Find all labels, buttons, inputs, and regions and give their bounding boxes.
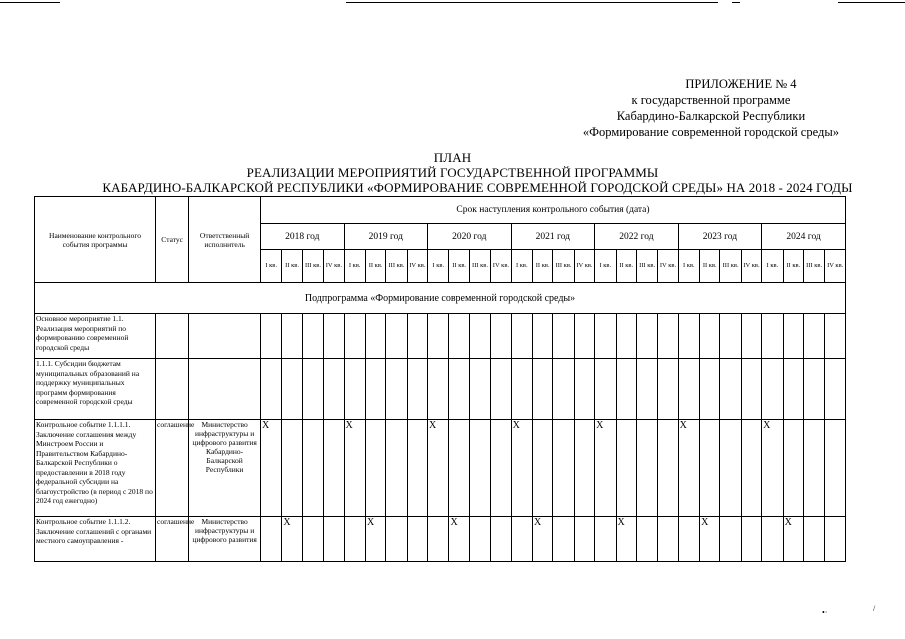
quarter-cell — [491, 517, 511, 562]
quarter-cell — [469, 314, 490, 359]
quarter-cell — [574, 517, 594, 562]
quarter-cell — [302, 420, 323, 517]
quarter-cell — [783, 420, 803, 517]
quarter-cell — [720, 517, 741, 562]
scan-line-center — [346, 2, 718, 3]
title-line: РЕАЛИЗАЦИИ МЕРОПРИЯТИЙ ГОСУДАРСТВЕННОЙ ПРОГРАММЫ — [246, 165, 659, 180]
quarter-cell — [428, 359, 449, 420]
quarter-header: I кв. — [260, 250, 281, 283]
quarter-cell — [407, 314, 427, 359]
quarter-cell — [700, 314, 720, 359]
quarter-cell — [574, 314, 594, 359]
year-header: 2021 год — [511, 224, 595, 250]
quarter-cell — [344, 359, 365, 420]
deadline-mark: X — [762, 420, 783, 517]
appendix-header — [583, 76, 839, 140]
quarter-cell — [803, 420, 824, 517]
quarter-cell — [511, 314, 532, 359]
quarter-cell — [407, 517, 427, 562]
year-header: 2020 год — [428, 224, 512, 250]
event-status: соглашение — [156, 420, 189, 517]
quarter-cell — [449, 359, 469, 420]
event-status — [156, 359, 189, 420]
quarter-cell — [386, 314, 407, 359]
deadline-mark: X — [595, 420, 616, 517]
quarter-header: III кв. — [386, 250, 407, 283]
quarter-cell — [636, 314, 657, 359]
year-header: 2024 год — [762, 224, 846, 250]
quarter-cell — [803, 314, 824, 359]
quarter-cell — [720, 314, 741, 359]
quarter-cell — [762, 517, 783, 562]
quarter-cell — [616, 359, 636, 420]
quarter-cell — [783, 314, 803, 359]
quarter-cell — [658, 359, 678, 420]
quarter-header: III кв. — [553, 250, 574, 283]
quarter-header: I кв. — [428, 250, 449, 283]
quarter-cell — [825, 314, 846, 359]
quarter-cell — [428, 517, 449, 562]
quarter-header: II кв. — [365, 250, 385, 283]
deadline-mark: X — [344, 420, 365, 517]
quarter-cell — [491, 359, 511, 420]
deadline-mark: X — [428, 420, 449, 517]
event-status: соглашение — [156, 517, 189, 562]
deadline-mark: X — [783, 517, 803, 562]
quarter-cell — [260, 517, 281, 562]
quarter-header: IV кв. — [741, 250, 761, 283]
quarter-cell — [720, 420, 741, 517]
quarter-header: I кв. — [678, 250, 699, 283]
event-responsible: Министерство инфраструктуры и цифрового развития — [189, 517, 261, 562]
deadline-mark: X — [282, 517, 302, 562]
quarter-cell — [469, 359, 490, 420]
quarter-cell — [449, 420, 469, 517]
quarter-header: III кв. — [302, 250, 323, 283]
quarter-cell — [574, 420, 594, 517]
deadline-mark: X — [260, 420, 281, 517]
quarter-header: III кв. — [720, 250, 741, 283]
quarter-cell — [825, 359, 846, 420]
deadline-mark: X — [700, 517, 720, 562]
quarter-cell — [386, 517, 407, 562]
quarter-cell — [260, 359, 281, 420]
appendix-line: «Формирование современной городской среды» — [582, 125, 839, 139]
deadline-mark: X — [365, 517, 385, 562]
quarter-header: II кв. — [783, 250, 803, 283]
quarter-cell — [553, 359, 574, 420]
quarter-cell — [386, 359, 407, 420]
quarter-header: III кв. — [803, 250, 824, 283]
quarter-cell — [741, 314, 761, 359]
document-title — [0, 150, 905, 195]
quarter-cell — [741, 359, 761, 420]
quarter-cell — [324, 420, 344, 517]
appendix-line: к государственной программе — [631, 93, 791, 107]
event-name: Контрольное событие 1.1.1.2. Заключение соглашений с органами местного самоуправления - — [35, 517, 156, 562]
event-name: Основное мероприятие 1.1. Реализация мероприятий по формированию современной городской среды — [35, 314, 156, 359]
appendix-number: ПРИЛОЖЕНИЕ № 4 — [685, 77, 797, 91]
deadline-mark: X — [511, 420, 532, 517]
column-header-responsible: Ответственный исполнитель — [189, 197, 261, 283]
quarter-cell — [574, 359, 594, 420]
quarter-cell — [511, 359, 532, 420]
table-row — [35, 314, 846, 359]
quarter-cell — [282, 314, 302, 359]
quarter-cell — [365, 420, 385, 517]
quarter-cell — [491, 420, 511, 517]
event-responsible: Министерство инфраструктуры и цифрового развития Кабардино-Балкарской Республики — [189, 420, 261, 517]
quarter-cell — [678, 517, 699, 562]
quarter-cell — [469, 517, 490, 562]
quarter-cell — [783, 359, 803, 420]
appendix-line: Кабардино-Балкарской Республики — [616, 109, 806, 123]
year-header: 2018 год — [260, 224, 344, 250]
title-line: КАБАРДИНО-БАЛКАРСКОЙ РЕСПУБЛИКИ «ФОРМИРОВАНИЕ СОВРЕМЕННОЙ ГОРОДСКОЙ СРЕДЫ» НА 2018 - 2024 ГОДЫ — [102, 180, 853, 195]
quarter-cell — [428, 314, 449, 359]
subprogram-row — [35, 283, 846, 314]
table-row — [35, 359, 846, 420]
scan-line-mark — [732, 2, 740, 3]
quarter-cell — [616, 314, 636, 359]
quarter-cell — [282, 359, 302, 420]
quarter-header: IV кв. — [825, 250, 846, 283]
subprogram-title: Подпрограмма «Формирование современной городской среды» — [35, 283, 846, 314]
quarter-cell — [678, 359, 699, 420]
quarter-cell — [595, 314, 616, 359]
quarter-cell — [803, 517, 824, 562]
quarter-header: I кв. — [595, 250, 616, 283]
column-header-deadline: Срок наступления контрольного события (дата) — [260, 197, 845, 224]
quarter-cell — [365, 314, 385, 359]
quarter-header: III кв. — [469, 250, 490, 283]
deadline-mark: X — [678, 420, 699, 517]
quarter-cell — [616, 420, 636, 517]
quarter-cell — [511, 517, 532, 562]
deadline-mark: X — [449, 517, 469, 562]
quarter-cell — [658, 314, 678, 359]
quarter-header: IV кв. — [658, 250, 678, 283]
year-header: 2022 год — [595, 224, 679, 250]
quarter-header: IV кв. — [324, 250, 344, 283]
title-line: ПЛАН — [433, 150, 472, 165]
quarter-cell — [344, 517, 365, 562]
quarter-cell — [762, 359, 783, 420]
table-row — [35, 420, 846, 517]
event-responsible — [189, 314, 261, 359]
quarter-cell — [700, 359, 720, 420]
scan-mark: / — [873, 604, 876, 613]
year-header: 2023 год — [678, 224, 762, 250]
deadline-mark: X — [533, 517, 553, 562]
quarter-header: III кв. — [636, 250, 657, 283]
quarter-cell — [741, 420, 761, 517]
quarter-cell — [553, 314, 574, 359]
quarter-cell — [407, 359, 427, 420]
quarter-header: IV кв. — [491, 250, 511, 283]
quarter-header: II кв. — [533, 250, 553, 283]
header-row-1 — [35, 197, 846, 224]
quarter-cell — [658, 517, 678, 562]
table-row — [35, 517, 846, 562]
quarter-cell — [324, 359, 344, 420]
quarter-cell — [302, 359, 323, 420]
column-header-name: Наименование контрольного события программы — [35, 197, 156, 283]
quarter-header: II кв. — [700, 250, 720, 283]
quarter-cell — [636, 359, 657, 420]
quarter-header: I кв. — [344, 250, 365, 283]
quarter-cell — [407, 420, 427, 517]
quarter-cell — [324, 517, 344, 562]
quarter-header: I кв. — [762, 250, 783, 283]
quarter-header: II кв. — [616, 250, 636, 283]
quarter-header: IV кв. — [574, 250, 594, 283]
year-header: 2019 год — [344, 224, 428, 250]
quarter-cell — [533, 359, 553, 420]
quarter-cell — [282, 420, 302, 517]
quarter-cell — [344, 314, 365, 359]
quarter-header: I кв. — [511, 250, 532, 283]
quarter-cell — [324, 314, 344, 359]
quarter-cell — [469, 420, 490, 517]
scan-line-right — [838, 2, 905, 3]
quarter-cell — [365, 359, 385, 420]
quarter-cell — [302, 314, 323, 359]
event-status — [156, 314, 189, 359]
quarter-header: II кв. — [282, 250, 302, 283]
quarter-cell — [260, 314, 281, 359]
quarter-cell — [491, 314, 511, 359]
quarter-cell — [762, 314, 783, 359]
quarter-cell — [741, 517, 761, 562]
event-responsible — [189, 359, 261, 420]
quarter-cell — [553, 420, 574, 517]
event-name: Контрольное событие 1.1.1.1. Заключение соглашения между Минстроем России и Правительством Кабардино-Балкарской Республики о предоставлении в 2018 году федеральной субсидии на благоустройство (в период с 2018 по 2024 год ежегодно) — [35, 420, 156, 517]
quarter-cell — [803, 359, 824, 420]
quarter-cell — [533, 314, 553, 359]
quarter-cell — [825, 420, 846, 517]
quarter-cell — [533, 420, 553, 517]
quarter-cell — [595, 517, 616, 562]
quarter-cell — [636, 517, 657, 562]
quarter-cell — [720, 359, 741, 420]
scan-line-left — [0, 2, 60, 3]
quarter-cell — [636, 420, 657, 517]
quarter-cell — [595, 359, 616, 420]
quarter-cell — [658, 420, 678, 517]
quarter-header: IV кв. — [407, 250, 427, 283]
quarter-header: II кв. — [449, 250, 469, 283]
quarter-cell — [700, 420, 720, 517]
scan-mark: •· — [822, 608, 828, 617]
quarter-cell — [386, 420, 407, 517]
quarter-cell — [302, 517, 323, 562]
quarter-cell — [678, 314, 699, 359]
column-header-status: Статус — [156, 197, 189, 283]
event-name: 1.1.1. Субсидии бюджетам муниципальных образований на поддержку муниципальных программ формирования современной городской среды — [35, 359, 156, 420]
quarter-cell — [825, 517, 846, 562]
plan-table — [34, 196, 846, 562]
deadline-mark: X — [616, 517, 636, 562]
quarter-cell — [553, 517, 574, 562]
quarter-cell — [449, 314, 469, 359]
